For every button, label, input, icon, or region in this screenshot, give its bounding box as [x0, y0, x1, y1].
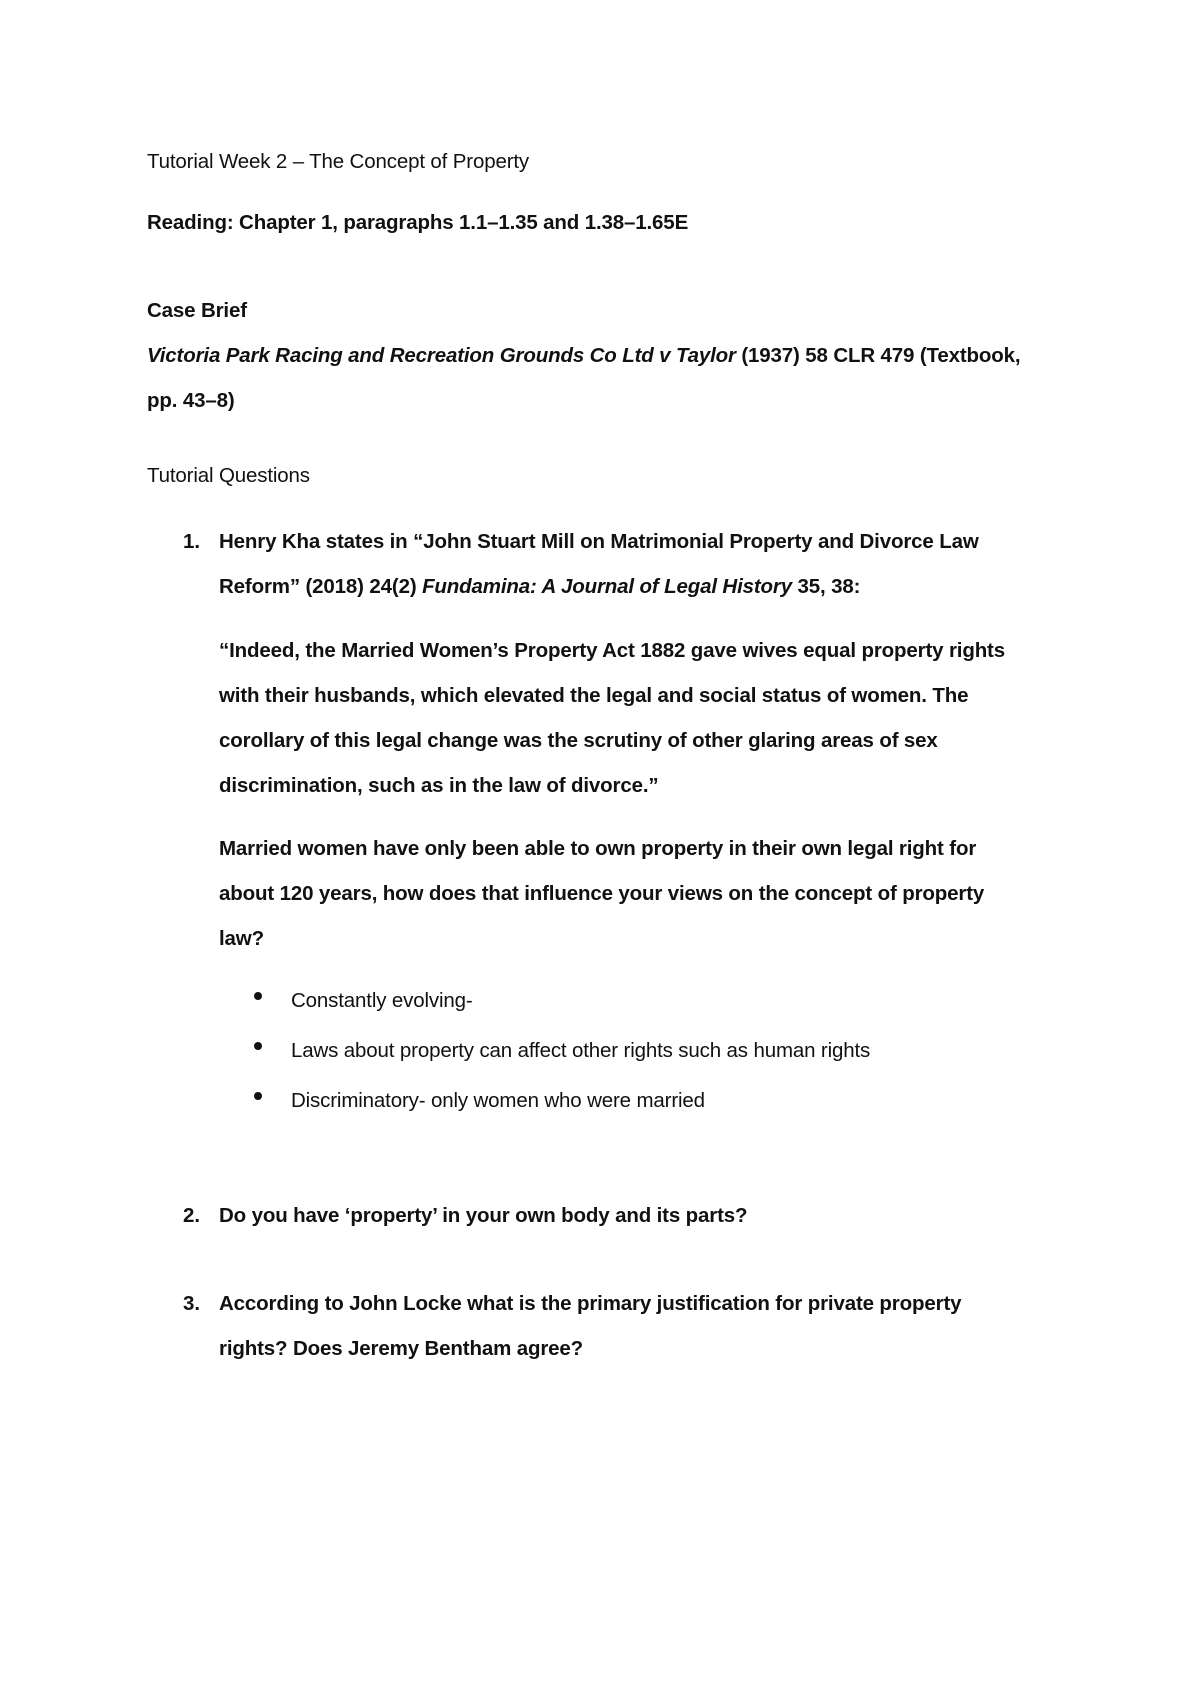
reading-line: Reading: Chapter 1, paragraphs 1.1–1.35 and 1.38–1.65E: [147, 211, 689, 234]
question-1-number: 1.: [183, 530, 201, 553]
bullet-dot: [254, 1092, 262, 1100]
case-brief-heading: Case Brief: [147, 299, 247, 322]
question-1-line-2: [219, 574, 860, 600]
quote-line-1: “Indeed, the Married Women’s Property Act 1882 gave wives equal property rights: [219, 639, 1005, 662]
prompt-line-2: about 120 years, how does that influence your views on the concept of property: [219, 882, 985, 905]
journal-name: Fundamina: A Journal of Legal History: [422, 575, 792, 598]
case-name: Victoria Park Racing and Recreation Grounds Co Ltd v Taylor: [147, 344, 736, 367]
case-citation: (1937) 58 CLR 479 (Textbook,: [735, 344, 1021, 367]
question-3-line-2: rights? Does Jeremy Bentham agree?: [219, 1337, 584, 1360]
bullet-dot: [254, 992, 262, 1000]
question-2-number: 2.: [183, 1204, 201, 1227]
prompt-line-3: law?: [219, 927, 264, 950]
bullet-dot: [254, 1042, 262, 1050]
prompt-line-1: Married women have only been able to own property in their own legal right for: [219, 837, 977, 860]
document-title: Tutorial Week 2 – The Concept of Property: [147, 150, 530, 173]
bullet-item-2: Laws about property can affect other rights such as human rights: [291, 1039, 871, 1062]
bullet-item-3: Discriminatory- only women who were married: [291, 1089, 705, 1112]
question-1-line-1: Henry Kha states in “John Stuart Mill on Matrimonial Property and Divorce Law: [219, 530, 979, 553]
question-1-line-2-start: Reform” (2018) 24(2): [219, 575, 423, 598]
quote-line-3: corollary of this legal change was the scrutiny of other glaring areas of sex: [219, 729, 938, 752]
quote-line-4: discrimination, such as in the law of divorce.”: [219, 774, 659, 797]
question-3-number: 3.: [183, 1292, 201, 1315]
case-citation-line: [147, 343, 1020, 369]
question-1-line-2-end: 35, 38:: [792, 575, 861, 598]
bullet-item-1: Constantly evolving-: [291, 989, 473, 1012]
questions-heading: Tutorial Questions: [147, 464, 310, 487]
question-2-text: Do you have ‘property’ in your own body and its parts?: [219, 1204, 748, 1227]
question-3-line-1: According to John Locke what is the primary justification for private property: [219, 1292, 962, 1315]
quote-line-2: with their husbands, which elevated the legal and social status of women. The: [219, 684, 969, 707]
case-citation-line-2: pp. 43–8): [147, 389, 235, 412]
